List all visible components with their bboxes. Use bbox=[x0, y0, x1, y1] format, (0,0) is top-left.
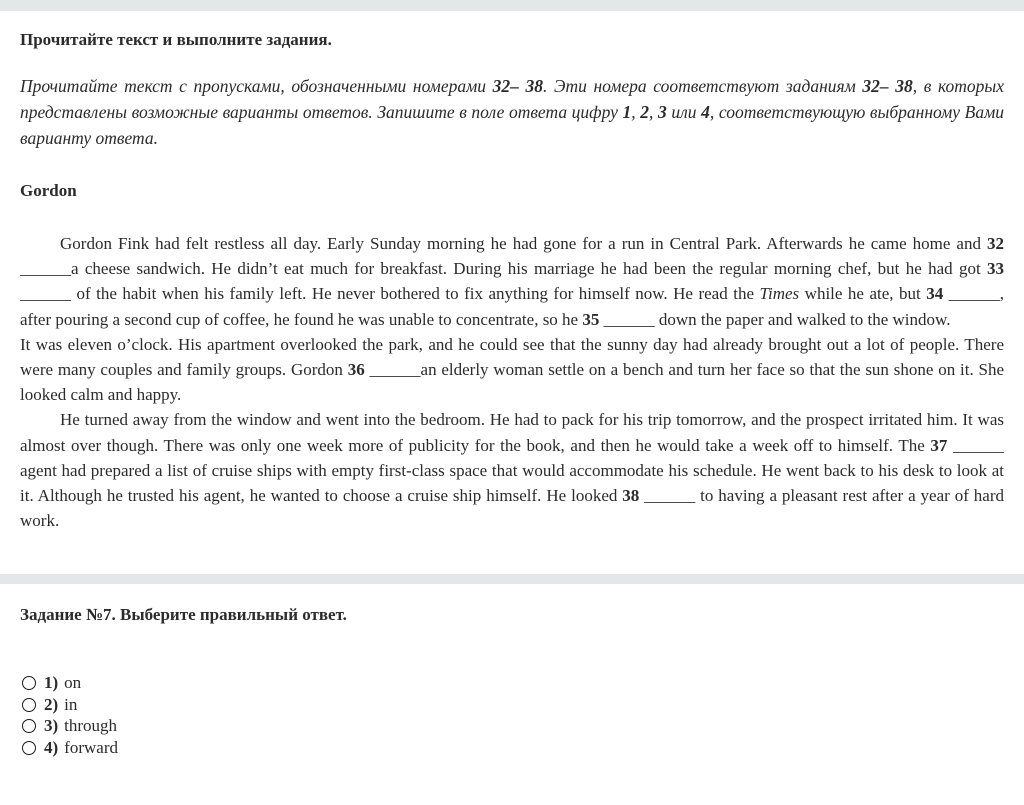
option-number: 4) bbox=[44, 737, 59, 757]
answer-option-3[interactable] bbox=[22, 717, 1004, 735]
answer-option-2[interactable] bbox=[22, 696, 1004, 714]
passage-text bbox=[20, 231, 1004, 533]
section-divider bbox=[0, 574, 1024, 584]
option-number: 1) bbox=[44, 673, 59, 693]
option-label: in bbox=[64, 694, 78, 714]
reading-section bbox=[0, 30, 1024, 533]
option-label: through bbox=[64, 716, 118, 736]
passage-paragraph: Gordon Fink had felt restless all day. Early Sunday morning he had gone for a run in Central Park. Afterwards he came home and 32 ______a cheese sandwich. He didn’t eat much for breakfast. During his marriage he had been the regular morning chef, but he had got 33 ______ of the habit when his family left. He never bothered to fix anything for himself now. He read the Times while he ate, but 34 ______, after pouring a second cup of coffee, he found he was unable to concentrate, so he 35 ______ down the paper and walked to the window. bbox=[20, 234, 1004, 329]
radio-button-icon[interactable] bbox=[22, 698, 36, 712]
task-instructions: Прочитайте текст с пропусками, обозначенными номерами 32– 38. Эти номера соответствуют заданиям 32– 38, в которых представлены возможные варианты ответов. Запишите в поле ответа цифру 1, 2, 3 или 4, соответствующую выбранному Вами варианту ответа. bbox=[20, 76, 1005, 148]
radio-button-icon[interactable] bbox=[22, 741, 36, 755]
answer-options bbox=[20, 674, 1004, 757]
task-header: Прочитайте текст и выполните задания. bbox=[20, 30, 332, 49]
option-number: 3) bbox=[44, 716, 59, 736]
answer-option-4[interactable] bbox=[22, 739, 1004, 757]
passage-title: Gordon bbox=[20, 181, 77, 200]
option-label: forward bbox=[64, 737, 118, 757]
answer-option-1[interactable] bbox=[22, 674, 1004, 692]
top-divider bbox=[0, 0, 1024, 11]
question-heading: Задание №7. Выберите правильный ответ. bbox=[20, 605, 347, 625]
option-number: 2) bbox=[44, 694, 59, 714]
radio-button-icon[interactable] bbox=[22, 676, 36, 690]
option-label: on bbox=[64, 673, 82, 693]
radio-button-icon[interactable] bbox=[22, 719, 36, 733]
question-section bbox=[0, 605, 1024, 757]
passage-paragraph: He turned away from the window and went into the bedroom. He had to pack for his trip tomorrow, and the prospect irritated him. It was almost over though. There was only one week more of publicity for the book, and then he would take a week off to himself. The 37 ______ agent had prepared a list of cruise ships with empty first-class space that would accommodate his schedule. He went back to his desk to look at it. Although he trusted his agent, he wanted to choose a cruise ship himself. He looked 38 ______ to having a pleasant rest after a year of hard work. bbox=[20, 410, 1004, 531]
passage-paragraph: It was eleven o’clock. His apartment overlooked the park, and he could see that the sunny day had already brought out a lot of people. There were many couples and family groups. Gordon 36 ______an elderly woman settle on a bench and turn her face so that the sun shone on it. She looked calm and happy. bbox=[20, 334, 1004, 405]
